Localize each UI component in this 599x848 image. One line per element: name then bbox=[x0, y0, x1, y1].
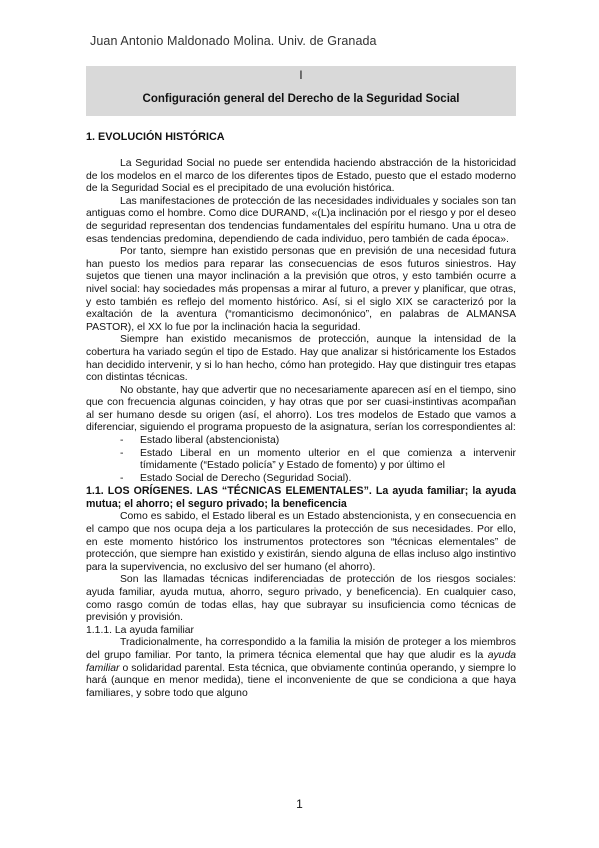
chapter-title-box bbox=[86, 66, 516, 116]
list-item: - Estado Social de Derecho (Seguridad Social). bbox=[86, 473, 516, 486]
paragraph: Por tanto, siempre han existido personas que en previsión de una necesidad futura han puesto los medios para reparar las consecuencias de esos futuros siniestros. Hay sujetos que tienen una mayor inclinación a la previsión que otros, y esto también ocurre a nivel social: hay sociedades más propensas a mirar al futuro, a prever y planificar, que otras, y esto también es reflejo del momento histórico. Así, si el siglo XIX se caracterizó por la exaltación de la aventura (“romanticismo decimonónico”, en palabras de ALMANSA PASTOR), el XX lo fue por la inclinación hacia la seguridad. bbox=[86, 246, 516, 333]
running-header: Juan Antonio Maldonado Molina. Univ. de Granada bbox=[90, 34, 377, 48]
document-body bbox=[86, 158, 516, 700]
paragraph-text: o solidaridad parental. Esta técnica, que obviamente continúa operando, y siempre lo hará (aunque en menor medida), tiene el inconveniente de que se condiciona a que haya familiares, y sobre todo que alguno bbox=[86, 662, 516, 699]
paragraph: La Seguridad Social no puede ser entendida haciendo abstracción de la historicidad de los modelos en el marco de los diferentes tipos de Estado, puesto que el estado moderno de la Seguridad Social es el precipitado de una evolución histórica. bbox=[86, 158, 516, 195]
list-item: - Estado Liberal en un momento ulterior en el que comienza a intervenir tímidamente (“Estado policía” y Estado de fomento) y por último el bbox=[86, 448, 516, 473]
paragraph: Como es sabido, el Estado liberal es un Estado abstencionista, y en consecuencia en el campo que nos ocupa deja a los particulares la protección de sus necesidades. Por ello, en este momento histórico los instrumentos protectores son “técnicas elementales” de protección, que siempre han existido y existirán, siendo alguna de ellas incluso algo instintivo para la supervivencia, no exclusivo del ser humano (el ahorro). bbox=[86, 511, 516, 573]
paragraph: Siempre han existido mecanismos de protección, aunque la intensidad de la cobertura ha variado según el tipo de Estado. Hay que analizar si históricamente los Estados han decidido intervenir, y si lo han hecho, cómo han protegido. Hay que distinguir tres etapas con distintas técnicas. bbox=[86, 334, 516, 384]
paragraph: No obstante, hay que advertir que no necesariamente aparecen así en el tiempo, sino que con frecuencia algunas coinciden, y hay otras que por ser cuasi-instintivas acompañan al ser humano desde su origen (así, el ahorro). Los tres modelos de Estado que vamos a diferenciar, siguiendo el programa propuesto de la asignatura, serían los correspondientes al: bbox=[86, 384, 516, 434]
paragraph: Son las llamadas técnicas indiferenciadas de protección de los riesgos sociales: ayuda familiar, ayuda mutua, ahorro, seguro privado, y beneficencia). En cualquier caso, como rasgo común de todas ellas, hay que subrayar su insuficiencia como técnicas de previsión y provisión. bbox=[86, 574, 516, 624]
paragraph: Las manifestaciones de protección de las necesidades individuales y sociales son tan antiguas como el hombre. Como dice DURAND, «(L)a inclinación por el riesgo y por el deseo de seguridad representan dos tendencias fundamentales del espíritu humano. Una u otra de esas tendencias predomina, dependiendo de cada individuo, pero también de cada época». bbox=[86, 195, 516, 245]
subsection-heading: 1.1. LOS ORÍGENES. LAS “TÉCNICAS ELEMENTALES”. La ayuda familiar; la ayuda mutua; el ahorro; el seguro privado; la beneficencia bbox=[86, 485, 516, 511]
list-item: - Estado liberal (abstencionista) bbox=[86, 435, 516, 448]
state-models-list bbox=[86, 435, 516, 485]
section-heading: 1. EVOLUCIÓN HISTÓRICA bbox=[86, 131, 225, 143]
paragraph-text: Tradicionalmente, ha correspondido a la familia la misión de proteger a los miembros del grupo familiar. Por tanto, la primera técnica elemental que hay que aludir es la bbox=[86, 637, 516, 661]
paragraph bbox=[86, 637, 516, 700]
chapter-title: Configuración general del Derecho de la Seguridad Social bbox=[142, 93, 460, 105]
emphasis: ayuda familiar bbox=[86, 649, 516, 674]
chapter-number: I bbox=[299, 70, 303, 82]
subsubsection-heading: 1.1.1. La ayuda familiar bbox=[86, 624, 195, 636]
page-number: 1 bbox=[296, 797, 303, 811]
